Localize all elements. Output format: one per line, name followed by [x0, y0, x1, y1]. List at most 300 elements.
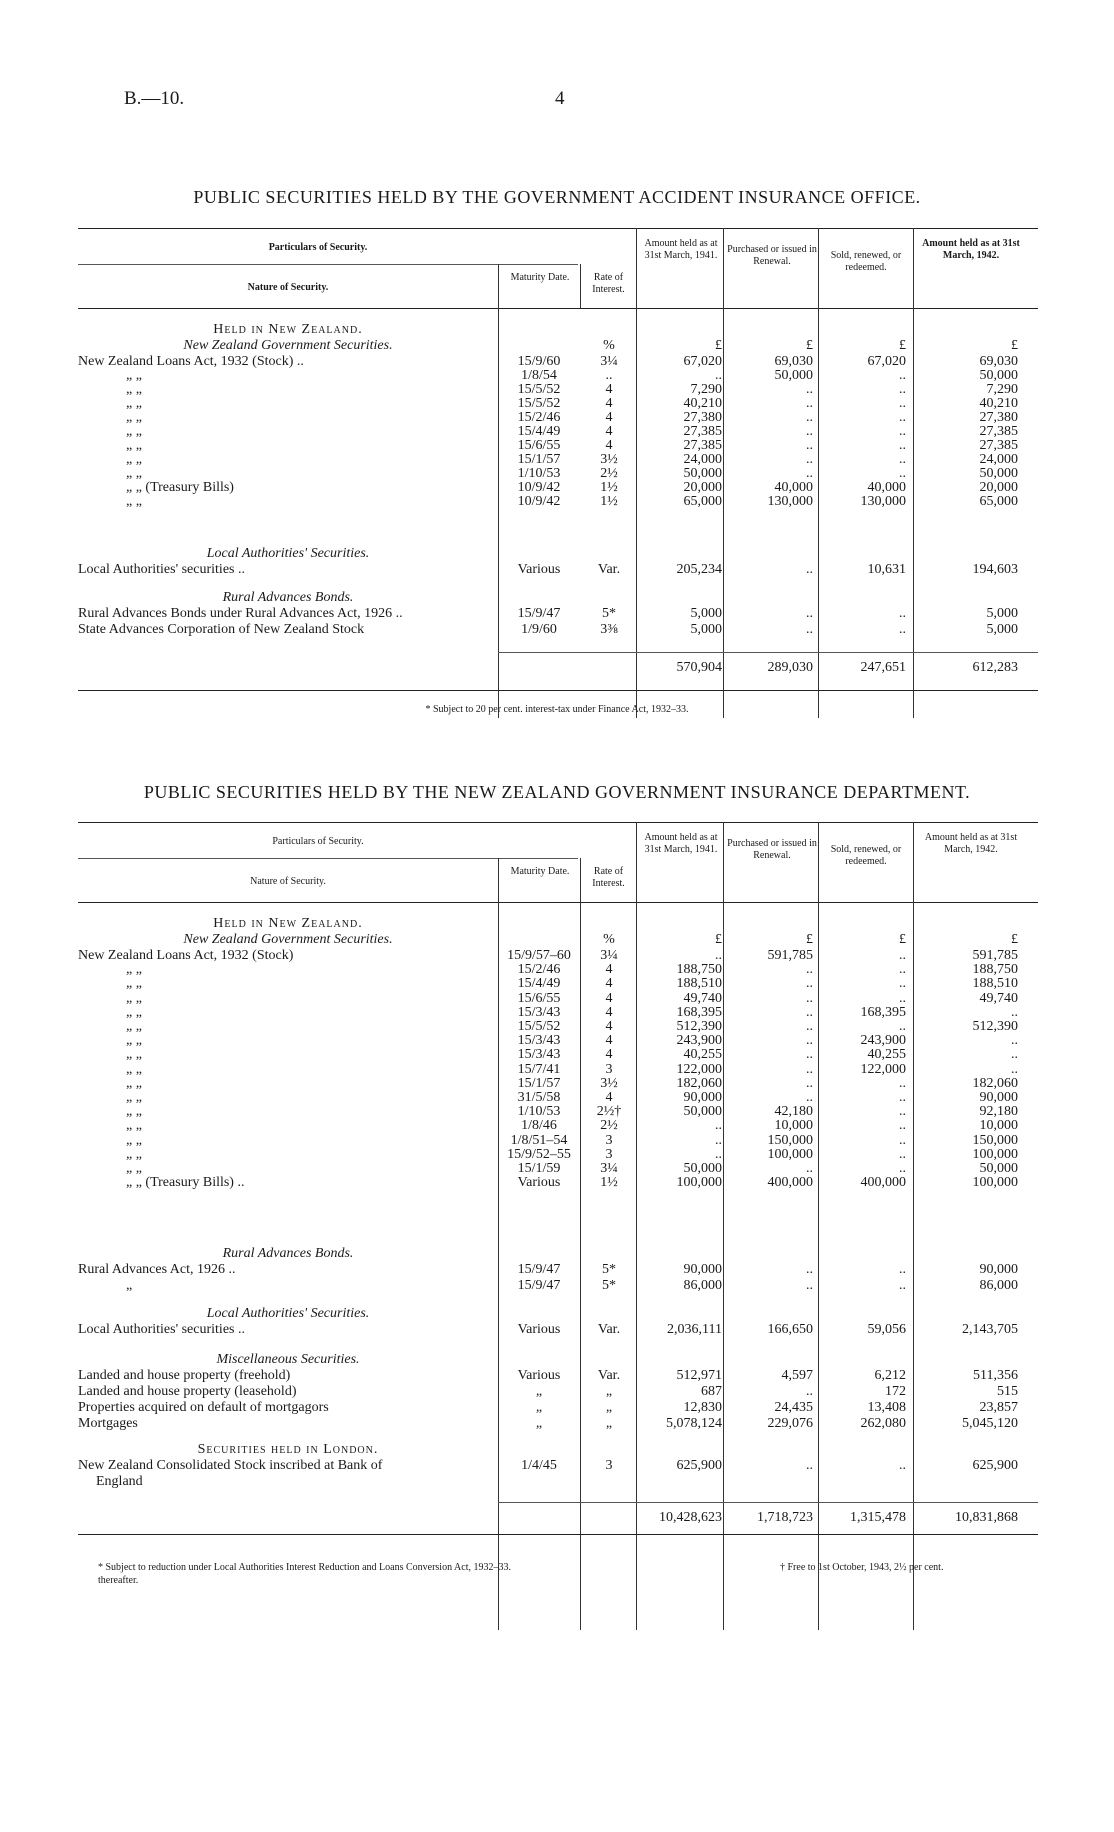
- amount1941-cell: 182,060: [676, 1075, 722, 1091]
- amount1942-cell: 100,000: [972, 1146, 1018, 1162]
- amount1942-cell: 50,000: [979, 1161, 1018, 1176]
- group-heading: Held in New Zealand.: [213, 322, 363, 337]
- amount1941-cell: 512,971: [676, 1368, 722, 1383]
- footnote-2: † Free to 1st October, 1943, 2½ per cent.: [780, 1562, 944, 1573]
- rate-cell: Var.: [597, 1368, 621, 1383]
- table-row: [78, 1400, 1038, 1416]
- maturity-cell: 15/6/55: [517, 438, 561, 453]
- sold-cell: 400,000: [860, 1175, 906, 1191]
- rate-cell: 3: [605, 1458, 613, 1473]
- rate-cell: 3½: [600, 1075, 618, 1091]
- sold-header: Sold, renewed, or redeemed.: [830, 250, 902, 273]
- amount1942-cell: 5,000: [986, 606, 1018, 621]
- nature-cell: „ „: [126, 396, 142, 411]
- amount1941-cell: 687: [701, 1384, 722, 1399]
- section1-title: PUBLIC SECURITIES HELD BY THE GOVERNMENT ACCIDENT INSURANCE OFFICE.: [193, 187, 921, 207]
- maturity-cell: Various: [517, 562, 561, 577]
- sold-cell: ..: [899, 382, 906, 397]
- rate-cell: 4: [605, 382, 613, 397]
- sold-header: Sold, renewed, or redeemed.: [830, 844, 902, 867]
- purchased-cell: ..: [806, 1262, 813, 1277]
- rate-cell: 3: [605, 1146, 613, 1162]
- rate-cell: 4: [605, 396, 613, 411]
- nature-cell: England: [96, 1474, 143, 1489]
- maturity-cell: 15/1/57: [517, 452, 561, 467]
- purchased-cell: ..: [806, 1047, 813, 1063]
- sold-cell: ..: [899, 396, 906, 411]
- nature-cell: „ „: [126, 990, 142, 1006]
- table-row: [78, 1175, 1038, 1191]
- sold-cell: ..: [899, 1104, 906, 1120]
- amount1942-cell: 625,900: [972, 1458, 1018, 1473]
- maturity-cell: 1/8/51–54: [510, 1132, 568, 1148]
- maturity-cell: „: [535, 1384, 543, 1399]
- sold-cell: 243,900: [860, 1033, 906, 1049]
- rate-cell: 4: [605, 1033, 613, 1049]
- nature-cell: „ „: [126, 1075, 142, 1091]
- maturity-header: Maturity Date.: [510, 866, 570, 877]
- rate-cell: 4: [605, 438, 613, 453]
- amount1942-cell: 515: [997, 1384, 1018, 1399]
- maturity-cell: 15/9/52–55: [507, 1146, 571, 1162]
- sold-cell: 40,000: [867, 480, 906, 495]
- maturity-cell: 1/9/60: [521, 622, 557, 637]
- amount1941-cell: 86,000: [683, 1278, 722, 1293]
- rate-cell: Var.: [597, 1322, 621, 1337]
- rate-cell: 4: [605, 1047, 613, 1063]
- maturity-cell: 15/9/57–60: [507, 948, 571, 963]
- rate-cell: 2½†: [596, 1104, 622, 1120]
- amount1942-cell: 188,510: [972, 976, 1018, 992]
- purchased-cell: 591,785: [767, 948, 813, 963]
- rate-cell: 4: [605, 976, 613, 992]
- amount1941-cell: 2,036,111: [667, 1322, 722, 1337]
- rate-cell: 3¼: [600, 354, 618, 369]
- purchased-cell: ..: [806, 1384, 813, 1399]
- maturity-cell: 1/10/53: [517, 1104, 561, 1120]
- sold-cell: 6,212: [874, 1368, 906, 1383]
- nature-cell: Landed and house property (leasehold): [78, 1384, 297, 1399]
- rate-cell: „: [605, 1384, 613, 1399]
- sold-cell: 262,080: [860, 1416, 906, 1431]
- unit-a4: £: [1011, 338, 1018, 353]
- unit-a3: £: [899, 932, 906, 947]
- total-a1: 570,904: [676, 660, 722, 675]
- nature-cell: „ „: [126, 1061, 142, 1077]
- unit-a4: £: [1011, 932, 1018, 947]
- nature-cell: Rural Advances Bonds under Rural Advances Act, 1926 ..: [78, 606, 403, 621]
- maturity-cell: „: [535, 1400, 543, 1415]
- purchased-cell: 69,030: [774, 354, 813, 369]
- nature-cell: „ „: [126, 1033, 142, 1049]
- table-row: [78, 562, 1038, 578]
- table-row: [78, 1384, 1038, 1400]
- purchased-cell: ..: [806, 382, 813, 397]
- nature-cell: „ „: [126, 1047, 142, 1063]
- maturity-cell: 15/9/47: [517, 606, 561, 621]
- totals-row: [78, 660, 1038, 676]
- purchased-cell: ..: [806, 466, 813, 481]
- maturity-cell: 15/5/52: [517, 1019, 561, 1034]
- amount1942-cell: 65,000: [979, 494, 1018, 509]
- total-a2: 289,030: [767, 660, 813, 675]
- nature-cell: „: [126, 1278, 133, 1293]
- section1-table: [78, 228, 1038, 718]
- sold-cell: ..: [899, 948, 906, 963]
- purchased-cell: 166,650: [767, 1322, 813, 1337]
- sold-cell: ..: [899, 1019, 906, 1034]
- purchased-cell: ..: [806, 396, 813, 411]
- amount1941-cell: ..: [715, 1118, 722, 1134]
- rate-cell: 3½: [600, 452, 618, 467]
- purchased-cell: 40,000: [774, 480, 813, 495]
- amount1942-cell: ..: [1011, 1033, 1018, 1049]
- sold-cell: ..: [899, 1458, 906, 1473]
- sold-cell: ..: [899, 1146, 906, 1162]
- group-subheading: Local Authorities' Securities.: [206, 1306, 370, 1321]
- group-heading: Held in New Zealand.: [213, 916, 363, 931]
- amount1941-cell: 188,750: [676, 962, 722, 978]
- rate-cell: 3¼: [600, 948, 618, 963]
- table-row: [78, 1322, 1038, 1338]
- amount1942-cell: 27,380: [979, 410, 1018, 425]
- amount1942-cell: 90,000: [979, 1262, 1018, 1277]
- amount1942-cell: 5,045,120: [962, 1416, 1018, 1431]
- amount1941-cell: 27,385: [683, 438, 722, 453]
- total-a4: 612,283: [972, 660, 1018, 675]
- sold-cell: ..: [899, 962, 906, 978]
- section2-table: [78, 822, 1038, 1722]
- maturity-cell: 15/2/46: [517, 410, 561, 425]
- purchased-cell: 4,597: [781, 1368, 813, 1383]
- nature-cell: „ „: [126, 452, 142, 467]
- nature-cell: „ „ (Treasury Bills) ..: [126, 1175, 245, 1191]
- amount1942-cell: 27,385: [979, 438, 1018, 453]
- table-row: [78, 1368, 1038, 1384]
- amount1941-cell: ..: [715, 1132, 722, 1148]
- nature-cell: New Zealand Loans Act, 1932 (Stock): [78, 948, 294, 963]
- sold-cell: ..: [899, 990, 906, 1006]
- amount1941-cell: 27,385: [683, 424, 722, 439]
- purchased-cell: ..: [806, 562, 813, 577]
- footnote: * Subject to 20 per cent. interest-tax under Finance Act, 1932–33.: [425, 704, 689, 715]
- nature-cell: „ „: [126, 382, 142, 397]
- amount1942-cell: 10,000: [979, 1118, 1018, 1134]
- rate-cell: 2½: [600, 466, 618, 481]
- amount1941-cell: 20,000: [683, 480, 722, 495]
- sold-cell: ..: [899, 1075, 906, 1091]
- table-row: [78, 606, 1038, 622]
- rate-cell: 5*: [602, 606, 616, 621]
- amount1941-cell: 67,020: [683, 354, 722, 369]
- purchased-header: Purchased or issued in Renewal.: [727, 244, 817, 267]
- maturity-cell: 15/3/43: [517, 1004, 561, 1020]
- amount1941-cell: 65,000: [683, 494, 722, 509]
- sold-cell: ..: [899, 1118, 906, 1134]
- rate-header: Rate of Interest.: [592, 866, 625, 889]
- nature-cell: State Advances Corporation of New Zealand Stock: [78, 622, 365, 637]
- units-row: [78, 338, 1038, 354]
- nature-cell: „ „: [126, 438, 142, 453]
- footnote-1-continued: thereafter.: [98, 1575, 139, 1586]
- group-subheading: Rural Advances Bonds.: [222, 1246, 354, 1261]
- nature-cell: „ „: [126, 1004, 142, 1020]
- table-row: [78, 1278, 1038, 1294]
- purchased-cell: 150,000: [767, 1132, 813, 1148]
- maturity-header: Maturity Date.: [510, 272, 570, 283]
- group-heading: Securities held in London.: [197, 1442, 379, 1457]
- rate-cell: 4: [605, 990, 613, 1006]
- amount1941-cell: 512,390: [676, 1019, 722, 1034]
- sold-cell: ..: [899, 452, 906, 467]
- maturity-cell: Various: [517, 1175, 561, 1191]
- sold-cell: ..: [899, 410, 906, 425]
- section2-title: PUBLIC SECURITIES HELD BY THE NEW ZEALAND GOVERNMENT INSURANCE DEPARTMENT.: [143, 782, 971, 802]
- purchased-cell: ..: [806, 452, 813, 467]
- rate-cell: Var.: [597, 562, 621, 577]
- sold-cell: 40,255: [867, 1047, 906, 1063]
- nature-cell: „ „ (Treasury Bills): [126, 480, 234, 495]
- amount1941-cell: 100,000: [676, 1175, 722, 1191]
- nature-cell: „ „: [126, 1019, 142, 1034]
- nature-cell: „ „: [126, 410, 142, 425]
- rate-cell: ..: [605, 368, 613, 383]
- page-ref: B.—10.: [124, 88, 185, 109]
- maturity-cell: 15/9/47: [517, 1278, 561, 1293]
- amount1941-cell: 50,000: [683, 466, 722, 481]
- sold-cell: 13,408: [867, 1400, 906, 1415]
- purchased-cell: ..: [806, 1090, 813, 1105]
- rate-cell: 2½: [600, 1118, 618, 1134]
- purchased-cell: ..: [806, 410, 813, 425]
- nature-cell: Properties acquired on default of mortgagors: [78, 1400, 329, 1415]
- held1942-header: Amount held as at 31st March, 1942.: [922, 238, 1020, 261]
- purchased-cell: ..: [806, 606, 813, 621]
- sold-cell: ..: [899, 606, 906, 621]
- sold-cell: ..: [899, 368, 906, 383]
- group-subheading: Local Authorities' Securities.: [206, 546, 370, 561]
- amount1941-cell: 90,000: [683, 1090, 722, 1105]
- unit-rate: %: [603, 932, 615, 947]
- amount1941-cell: 49,740: [683, 990, 722, 1006]
- amount1941-cell: 188,510: [676, 976, 722, 992]
- maturity-cell: 1/4/45: [521, 1458, 557, 1473]
- unit-a1: £: [715, 338, 722, 353]
- maturity-cell: 31/5/58: [517, 1090, 561, 1105]
- amount1941-cell: 625,900: [676, 1458, 722, 1473]
- sold-cell: 168,395: [860, 1004, 906, 1020]
- nature-cell: „ „: [126, 1118, 142, 1134]
- purchased-cell: ..: [806, 1004, 813, 1020]
- rate-cell: 4: [605, 424, 613, 439]
- table-row: [78, 622, 1038, 638]
- particulars-header: Particulars of Security.: [268, 242, 368, 253]
- nature-header: Nature of Security.: [247, 282, 329, 293]
- maturity-cell: 1/8/54: [521, 368, 557, 383]
- amount1941-cell: ..: [715, 948, 722, 963]
- table-row: [78, 1458, 1038, 1474]
- nature-cell: Mortgages: [78, 1416, 138, 1431]
- rate-cell: 4: [605, 1090, 613, 1105]
- rate-cell: 1½: [600, 494, 618, 509]
- amount1942-cell: 24,000: [979, 452, 1018, 467]
- amount1941-cell: ..: [715, 368, 722, 383]
- unit-a3: £: [899, 338, 906, 353]
- amount1941-cell: 168,395: [676, 1004, 722, 1020]
- group-subheading: New Zealand Government Securities.: [183, 932, 393, 947]
- nature-cell: New Zealand Loans Act, 1932 (Stock) ..: [78, 354, 304, 369]
- purchased-cell: ..: [806, 1033, 813, 1049]
- particulars-header: Particulars of Security.: [272, 836, 364, 847]
- amount1942-cell: 86,000: [979, 1278, 1018, 1293]
- amount1942-cell: 23,857: [979, 1400, 1018, 1415]
- maturity-cell: 1/8/46: [521, 1118, 557, 1134]
- nature-cell: „ „: [126, 1132, 142, 1148]
- rate-cell: 4: [605, 1019, 613, 1034]
- nature-cell: „ „: [126, 424, 142, 439]
- sold-cell: ..: [899, 976, 906, 992]
- rate-cell: 4: [605, 410, 613, 425]
- amount1941-cell: 122,000: [676, 1061, 722, 1077]
- sold-cell: ..: [899, 1090, 906, 1105]
- amount1942-cell: 49,740: [979, 990, 1018, 1006]
- nature-cell: Rural Advances Act, 1926 ..: [78, 1262, 236, 1277]
- sold-cell: 10,631: [867, 562, 906, 577]
- amount1941-cell: ..: [715, 1146, 722, 1162]
- total-a3: 247,651: [860, 660, 906, 675]
- rate-cell: 3¼: [600, 1161, 618, 1176]
- amount1942-cell: 50,000: [979, 368, 1018, 383]
- purchased-cell: ..: [806, 1075, 813, 1091]
- rate-cell: 1½: [600, 480, 618, 495]
- purchased-cell: ..: [806, 622, 813, 637]
- purchased-cell: 400,000: [767, 1175, 813, 1191]
- amount1941-cell: 40,255: [683, 1047, 722, 1063]
- amount1941-cell: 5,000: [690, 622, 722, 637]
- purchased-cell: 42,180: [774, 1104, 813, 1120]
- amount1941-cell: 27,380: [683, 410, 722, 425]
- amount1941-cell: 7,290: [690, 382, 722, 397]
- nature-cell: „ „: [126, 466, 142, 481]
- amount1941-cell: 40,210: [683, 396, 722, 411]
- nature-cell: „ „: [126, 1090, 142, 1105]
- purchased-cell: ..: [806, 976, 813, 992]
- rate-cell: 3⅜: [600, 622, 618, 637]
- footnote-1: * Subject to reduction under Local Authorities Interest Reduction and Loans Conversion Act, 1932–33.: [98, 1562, 511, 1573]
- sold-cell: ..: [899, 466, 906, 481]
- rate-cell: 3: [605, 1132, 613, 1148]
- page-number: 4: [555, 88, 565, 109]
- amount1942-cell: 7,290: [986, 382, 1018, 397]
- maturity-cell: „: [535, 1416, 543, 1431]
- units-row: [78, 932, 1038, 948]
- amount1941-cell: 12,830: [683, 1400, 722, 1415]
- total-a1: 10,428,623: [659, 1510, 722, 1525]
- totals-row: [78, 1510, 1038, 1526]
- table-row: [78, 1262, 1038, 1278]
- sold-cell: 122,000: [860, 1061, 906, 1077]
- purchased-cell: 50,000: [774, 368, 813, 383]
- maturity-cell: Various: [517, 1322, 561, 1337]
- maturity-cell: 1/10/53: [517, 466, 561, 481]
- purchased-cell: ..: [806, 1278, 813, 1293]
- purchased-cell: ..: [806, 962, 813, 978]
- amount1941-cell: 243,900: [676, 1033, 722, 1049]
- sold-cell: ..: [899, 1161, 906, 1176]
- maturity-cell: 10/9/42: [517, 494, 561, 509]
- amount1942-cell: 511,356: [973, 1368, 1018, 1383]
- nature-cell: „ „: [126, 962, 142, 978]
- purchased-cell: 229,076: [767, 1416, 813, 1431]
- nature-cell: „ „: [126, 494, 142, 509]
- sold-cell: 59,056: [867, 1322, 906, 1337]
- amount1942-cell: 27,385: [979, 424, 1018, 439]
- purchased-cell: ..: [806, 1458, 813, 1473]
- maturity-cell: 15/7/41: [517, 1061, 561, 1077]
- amount1942-cell: 194,603: [972, 562, 1018, 577]
- total-a2: 1,718,723: [757, 1510, 813, 1525]
- table-row: [78, 1474, 1038, 1490]
- purchased-cell: 24,435: [774, 1400, 813, 1415]
- amount1942-cell: 150,000: [972, 1132, 1018, 1148]
- maturity-cell: 15/3/43: [517, 1047, 561, 1063]
- sold-cell: ..: [899, 622, 906, 637]
- unit-a2: £: [806, 338, 813, 353]
- maturity-cell: 15/4/49: [517, 424, 561, 439]
- sold-cell: 172: [885, 1384, 906, 1399]
- purchased-cell: ..: [806, 424, 813, 439]
- group-subheading: New Zealand Government Securities.: [183, 338, 393, 353]
- amount1942-cell: 20,000: [979, 480, 1018, 495]
- sold-cell: ..: [899, 1278, 906, 1293]
- purchased-cell: 10,000: [774, 1118, 813, 1134]
- maturity-cell: Various: [517, 1368, 561, 1383]
- amount1941-cell: 50,000: [683, 1104, 722, 1120]
- amount1942-cell: 5,000: [986, 622, 1018, 637]
- maturity-cell: 15/4/49: [517, 976, 561, 992]
- unit-a2: £: [806, 932, 813, 947]
- rate-cell: 4: [605, 1004, 613, 1020]
- rate-header: Rate of Interest.: [592, 272, 625, 295]
- maturity-cell: 15/1/57: [517, 1075, 561, 1091]
- total-a4: 10,831,868: [955, 1510, 1018, 1525]
- nature-cell: „ „: [126, 976, 142, 992]
- rate-cell: 4: [605, 962, 613, 978]
- group-subheading: Rural Advances Bonds.: [222, 590, 354, 605]
- sold-cell: ..: [899, 424, 906, 439]
- maturity-cell: 15/1/59: [517, 1161, 561, 1176]
- held1941-header: Amount held as at 31st March, 1941.: [644, 238, 718, 261]
- rate-cell: „: [605, 1400, 613, 1415]
- amount1942-cell: 2,143,705: [962, 1322, 1018, 1337]
- amount1942-cell: 50,000: [979, 466, 1018, 481]
- maturity-cell: 15/3/43: [517, 1033, 561, 1049]
- amount1942-cell: ..: [1011, 1047, 1018, 1063]
- amount1941-cell: 50,000: [683, 1161, 722, 1176]
- nature-cell: Landed and house property (freehold): [78, 1368, 291, 1383]
- sold-cell: 130,000: [860, 494, 906, 509]
- maturity-cell: 15/5/52: [517, 382, 561, 397]
- amount1942-cell: 92,180: [979, 1104, 1018, 1120]
- nature-cell: New Zealand Consolidated Stock inscribed at Bank of: [78, 1458, 383, 1473]
- sold-cell: ..: [899, 438, 906, 453]
- amount1941-cell: 24,000: [683, 452, 722, 467]
- nature-cell: „ „: [126, 1104, 142, 1120]
- purchased-cell: ..: [806, 438, 813, 453]
- rate-cell: 5*: [602, 1278, 616, 1293]
- amount1942-cell: 188,750: [972, 962, 1018, 978]
- amount1942-cell: 182,060: [972, 1075, 1018, 1091]
